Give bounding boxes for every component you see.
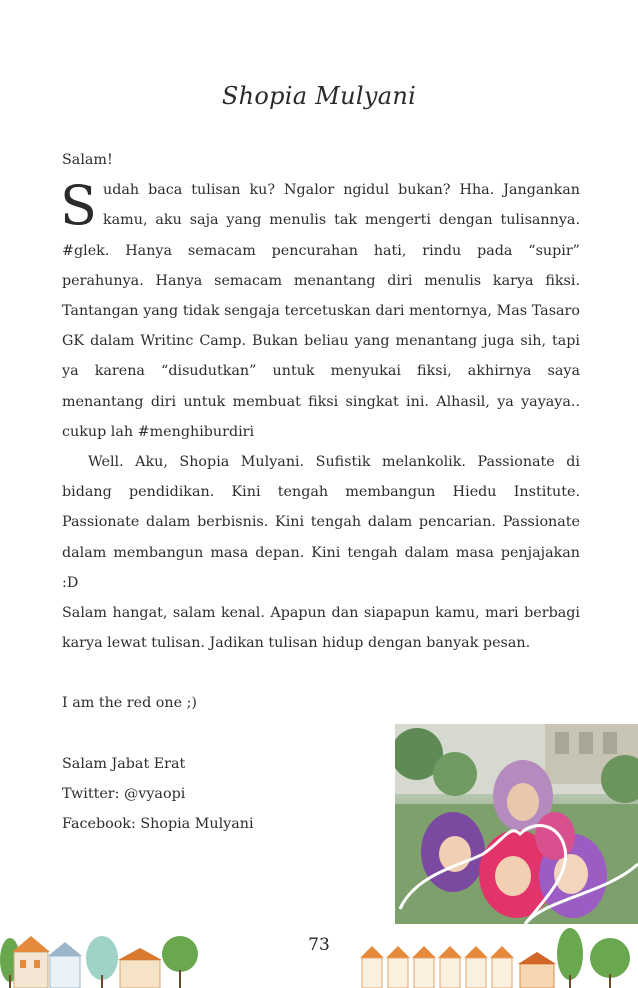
twitter-line: Twitter: @vyaopi [62,785,186,802]
spacer [62,658,580,688]
drop-cap: S [60,174,97,238]
photo-illustration [395,724,638,924]
paragraph-intro-text: udah baca tulisan ku? Ngalor ngidul bukan? Hha. Jangankan kamu, aku saja yang menulis tak mengerti dengan tulisannya. #glek. Hanya semacam pencurahan hati, rindu pada “supir” perahunya. Hanya semacam menantang diri menulis karya fiksi. Tantangan yang tidak sengaja tercetuskan dari mentornya, Mas Tasaro GK dalam Writinc Camp. Bukan beliau yang menantang juga sih, tapi ya karena “disudutkan” untuk menyukai fiksi, akhirnya saya menantang diri untuk membuat fiksi singkat ini. Alhasil, ya yayaya.. cukup lah #menghiburdiri [62,182,580,440]
closing-line: Salam Jabat Erat [62,755,186,772]
paragraph-intro [62,175,580,447]
facebook-line: Facebook: Shopia Mulyani [62,816,254,833]
page-number: 73 [308,935,330,955]
paragraph-about: Well. Aku, Shopia Mulyani. Sufistik melankolik. Passionate di bidang pendidikan. Kini tengah membangun Hiedu Institute. Passionate dalam berbisnis. Kini tengah dalam pencarian. Passionate dalam membangun masa depan. Kini tengah dalam masa penjajakan :D [62,454,580,591]
author-photo [395,724,638,924]
paragraph-greeting: Salam hangat, salam kenal. Apapun dan siapapun kamu, mari berbagi karya lewat tulisan. Jadikan tulisan hidup dengan banyak pesan. [62,605,580,652]
page-title: Shopia Mulyani [221,82,417,110]
greeting-line: Salam! [62,152,113,168]
red-one-line: I am the red one ;) [62,695,197,712]
